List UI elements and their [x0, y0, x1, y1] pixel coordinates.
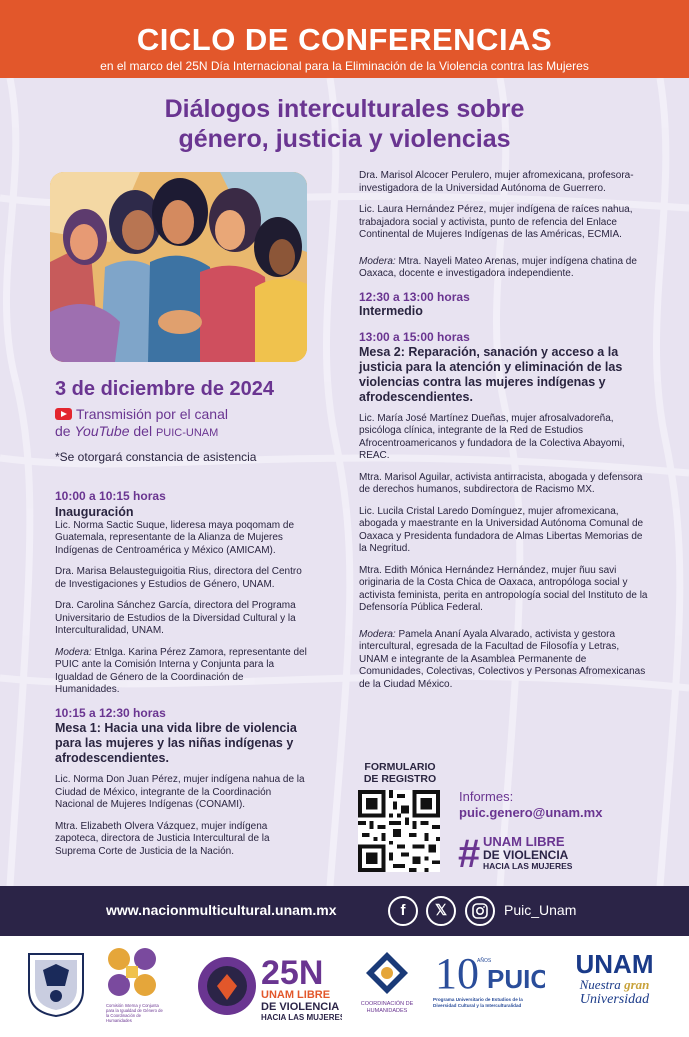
svg-text:PUIC: PUIC — [487, 964, 545, 992]
coordinacion-humanidades-logo: COORDINACIÓN DE HUMANIDADES — [352, 950, 422, 1015]
speaker-entry: Dra. Marisol Alcocer Perulero, mujer afromexicana, profesora-investigadora de la Universidad Autónoma de Guerrero. — [359, 170, 634, 194]
moderator-entry: Modera: Mtra. Nayeli Mateo Arenas, mujer indígena chatina de Oaxaca, docente e investigadora independiente. — [359, 255, 637, 279]
certificate-note: *Se otorgará constancia de asistencia — [55, 450, 257, 464]
session-time: 10:15 a 12:30 horas — [55, 705, 166, 720]
contact-email[interactable]: puic.genero@unam.mx — [459, 805, 603, 820]
svg-text:DE VIOLENCIA: DE VIOLENCIA — [483, 848, 569, 862]
stream-info: Transmisión por el canal de YouTube del PUIC-UNAM — [55, 406, 228, 439]
stream-line-1: Transmisión por el canal — [76, 406, 228, 422]
website-link[interactable]: www.nacionmulticultural.unam.mx — [106, 902, 337, 918]
session-time: 10:00 a 10:15 horas — [55, 489, 166, 503]
unam-seal-icon — [25, 950, 87, 1018]
speaker-entry: Lic. Norma Sactic Suque, lideresa maya poqomam de Guatemala, representante de la Alianza de Mujeres Indígenas de Centroamérica y México (AMICAM). — [55, 519, 295, 556]
cigu-mark-icon — [106, 946, 158, 998]
women-illustration — [50, 172, 307, 362]
humanidades-mark-icon — [364, 950, 410, 996]
sponsor-logos — [0, 936, 689, 1037]
session-time: 13:00 a 15:00 horas — [359, 330, 470, 344]
svg-text:UNAM LIBRE: UNAM LIBRE — [261, 989, 331, 1001]
speaker-entry: Dra. Carolina Sánchez García, directora del Programa Universitario de Estudios de la Diversidad Cultural y la Interculturalidad, UNAM. — [55, 600, 296, 636]
session-title: Inauguración — [55, 504, 134, 519]
speaker-entry: Mtra. Elizabeth Olvera Vázquez, mujer indígena zapoteca, directora de Justicia Intercultural de la Suprema Corte de Justicia de la Nación. — [55, 820, 270, 857]
svg-text:DE VIOLENCIA: DE VIOLENCIA — [261, 1001, 340, 1013]
qr-code-icon[interactable] — [358, 790, 440, 872]
program-right-column — [359, 170, 649, 700]
facebook-icon[interactable]: f — [388, 896, 418, 926]
25n-logo — [197, 946, 342, 1028]
x-twitter-icon[interactable]: 𝕏 — [426, 896, 456, 926]
svg-text:10: 10 — [435, 949, 479, 992]
cigu-logo: Comisión Interna y Conjunta para la Igualdad de Género de la Coordinación de Humanidades — [106, 946, 184, 1023]
speaker-entry: Lic. Norma Don Juan Pérez, mujer indígena nahua de la Ciudad de México, integrante de la Coordinación Nacional de Mujeres Indígenas (CONAMI). — [55, 774, 305, 810]
header-title: CICLO DE CONFERENCIAS — [136, 22, 553, 57]
svg-text:UNAM LIBRE: UNAM LIBRE — [483, 834, 565, 849]
main-title: Diálogos interculturales sobre género, justicia y violencias — [164, 95, 525, 153]
speaker-entry: Lic. Laura Hernández Pérez, mujer indígena de raíces nahua, trabajadora social y activista, punto de refencia del Enlace Continental de Mujeres Indígenas de las Américas, ECMIA. — [359, 204, 633, 240]
session-title: Mesa 1: Hacia una vida libre de violencia para las mujeres y las niñas indígenas y afrodescendientes. — [55, 721, 297, 765]
speaker-entry: Lic. María José Martínez Dueñas, mujer afrosalvadoreña, psicóloga clínica, integrante de la Red de Estudios Afrocentroamericanos y fundadora de la Colectiva Abayomi, REAC. — [359, 412, 625, 461]
instagram-icon[interactable] — [465, 896, 495, 926]
session-title: Intermedio — [359, 304, 423, 318]
program-left-column — [55, 490, 310, 867]
moderator-entry: Modera: Etnlga. Karina Pérez Zamora, representante del PUIC ante la Comisión Interna y Conjunta para la Igualdad de Género de la Coordinación de Humanidades. — [55, 646, 307, 695]
puic-unam-channel: PUIC-UNAM — [155, 427, 219, 439]
footer-bar — [0, 886, 689, 936]
speaker-entry: Lic. Lucila Cristal Laredo Domínguez, mujer afromexicana, abogada y maestrante en la Universidad Autónoma Comunal de Oaxaca y Presidenta fundadora de Almas Libertas Memorias de la Negritud. — [359, 505, 644, 554]
unam-nuestra-gran-universidad-logo: UNAM Nuestra gran Universidad — [575, 949, 654, 1007]
header-banner — [0, 0, 689, 78]
speaker-entry: Mtra. Edith Mónica Hernández Hernández, mujer ñuu savi originaria de la Costa Chica de Oaxaca, antropóloga social y activista feminista, perita en antropología social del Instituto de la Defensoría Pública Federal. — [359, 564, 648, 613]
contact-info — [459, 789, 602, 821]
campaign-logo — [458, 834, 588, 879]
session-title: Mesa 2: Reparación, sanación y acceso a la justicia para la atención y eliminación de las violencias contra las mujeres indígenas y afrodescendientes. — [359, 344, 623, 404]
youtube-link[interactable]: YouTube — [74, 423, 130, 439]
svg-text:HACIA LAS MUJERES: HACIA LAS MUJERES — [483, 861, 573, 871]
puic-10-anos-logo: 10 AÑOS PUIC Programa Universitario de Estudios de la Diversidad Cultural y la Interculturalidad — [433, 948, 545, 1008]
social-handle: Puic_Unam — [504, 902, 577, 918]
svg-text:25N: 25N — [261, 954, 324, 992]
speaker-entry: Mtra. Marisol Aguilar, activista antirracista, abogada y defensora de derechos humanos, subdirectora de Racismo MX. — [359, 471, 643, 495]
registration-label: FORMULARIO DE REGISTRO — [363, 761, 437, 785]
event-date: 3 de diciembre de 2024 — [55, 378, 275, 400]
header-subtitle: en el marco del 25N Día Internacional para la Eliminación de la Violencia contra las Mujeres — [100, 59, 589, 73]
svg-text:HACIA LAS MUJERES: HACIA LAS MUJERES — [261, 1013, 342, 1022]
speaker-entry: Dra. Marisa Belausteguigoitia Rius, directora del Centro de Investigaciones y Estudios de Género, UNAM. — [55, 566, 302, 590]
contact-label: Informes: — [459, 789, 514, 804]
session-time: 12:30 a 13:00 horas — [359, 289, 470, 304]
moderator-entry: Modera: Pamela Ananí Ayala Alvarado, activista y gestora intercultural, egresada de la Facultad de Filosofía y Letras, UNAM e integrante de la Asamblea Permanente de Comunidades, Colectivas, Colectivos y Personas Afromexicanas de la Ciudad México. — [359, 628, 646, 690]
svg-text:AÑOS: AÑOS — [477, 958, 492, 964]
youtube-icon — [55, 408, 72, 420]
hash-icon: # — [458, 834, 481, 874]
